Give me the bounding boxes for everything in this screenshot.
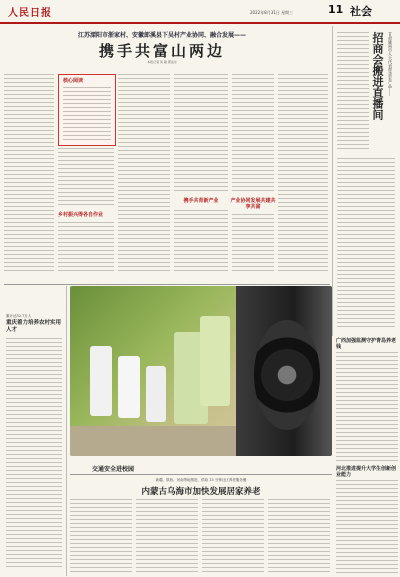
right-lower-stories <box>336 338 398 576</box>
section-title: 社会 <box>350 5 372 18</box>
text-column <box>58 222 114 274</box>
news-photo <box>70 286 332 456</box>
right-story-kicker: 甘肃陇南市人大代表带货农产品—— <box>388 32 393 96</box>
core-reading-text <box>63 87 111 141</box>
core-reading-label: 核心阅读 <box>63 78 84 84</box>
text-column <box>278 74 328 274</box>
text-column <box>337 32 369 152</box>
subhead: 乡村振兴得各自作业 <box>58 212 104 218</box>
ground <box>70 426 236 456</box>
newspaper-logo: 人民日报 <box>8 8 52 19</box>
text-column <box>202 499 264 575</box>
police-officer-figure <box>200 316 230 406</box>
subhead: 产业协同发展共建共享共富 <box>230 198 276 210</box>
left-story-headline: 重庆着力培养农村实用人才 <box>6 320 62 333</box>
text-column <box>232 74 274 194</box>
bottom-story <box>70 474 332 577</box>
text-column <box>118 74 170 274</box>
story-headline: 河北推进提升大学生创新创业能力 <box>336 466 397 478</box>
masthead <box>0 0 400 24</box>
top-story <box>4 26 330 285</box>
bottom-story-headline: 内蒙古乌海市加快发展居家养老 <box>141 487 261 497</box>
text-column <box>6 338 62 570</box>
truck-illustration <box>236 286 332 456</box>
bottom-story-kicker: 新疆、陕西、河南等地推进、供给 15 分钟社区养老服务圈 <box>155 478 247 482</box>
photo-title: 交通安全进校园 <box>92 466 135 473</box>
left-story <box>4 286 67 576</box>
child-figure <box>146 366 166 422</box>
text-column <box>232 214 274 274</box>
left-story-kicker: 累计达52.7万人 <box>6 314 32 318</box>
text-column <box>336 480 398 574</box>
story-headline: 广西加强监测守护青岛养老钱 <box>336 338 397 350</box>
subhead: 携手共育新产业 <box>183 198 219 204</box>
text-column <box>337 158 395 330</box>
child-figure <box>118 356 140 418</box>
page-number: 11 <box>328 3 344 16</box>
text-column <box>174 210 228 274</box>
text-column <box>4 74 54 274</box>
right-story <box>332 26 397 336</box>
right-story-headline: 招商会搬进直播间 <box>371 32 384 120</box>
text-column <box>174 74 228 194</box>
truck-wheel <box>254 320 320 430</box>
text-column <box>268 499 330 575</box>
top-story-headline: 携手共富山两边 <box>98 42 225 60</box>
text-column <box>336 352 398 462</box>
core-reading-box <box>58 74 116 146</box>
top-story-kicker: 江苏溧阳市浙家村、安徽郎溪县下吴村产业协同、融合发展—— <box>77 32 246 39</box>
text-column <box>70 499 132 575</box>
child-figure <box>90 346 112 416</box>
text-column <box>58 148 114 208</box>
text-column <box>136 499 198 575</box>
issue-date: 2022年8月31日 星期三 <box>250 10 294 15</box>
top-story-byline: 本报记者 何 聪 郭远水 <box>147 60 177 64</box>
